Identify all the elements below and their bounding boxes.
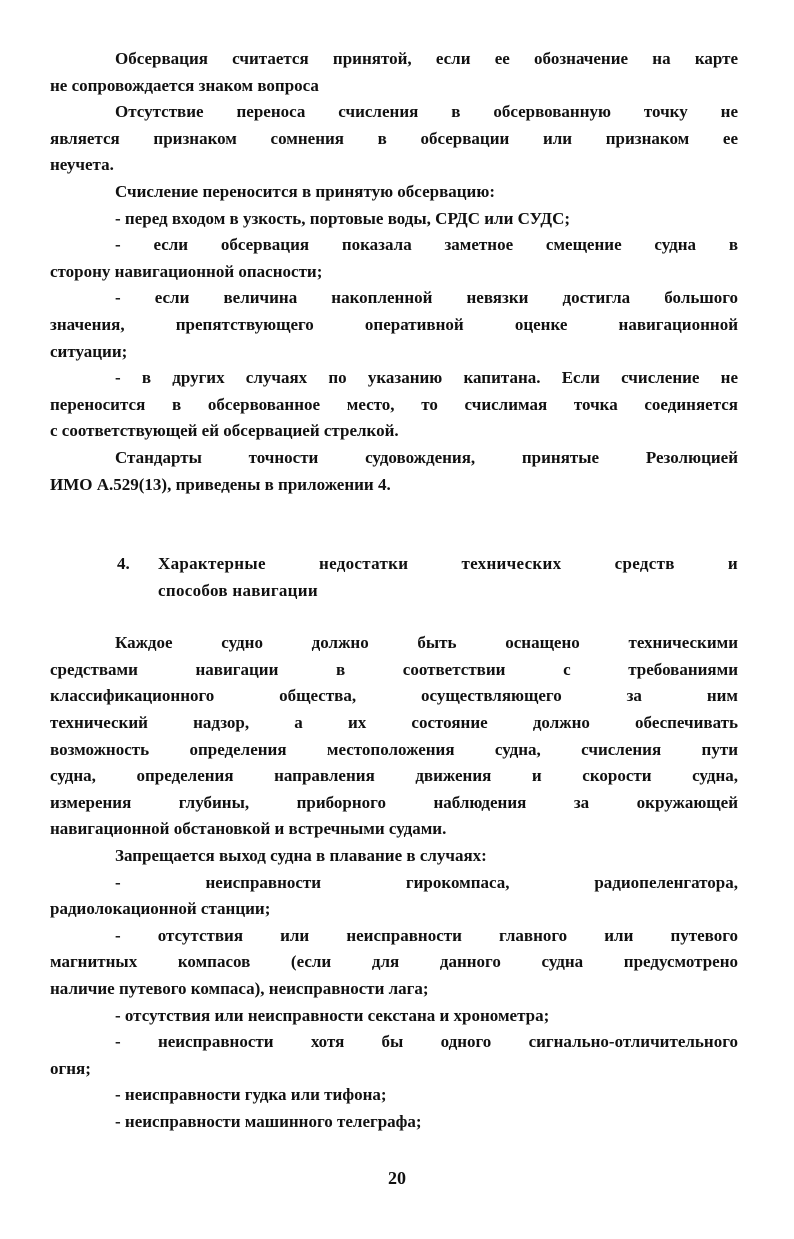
paragraph — [50, 179, 738, 206]
paragraph — [50, 46, 738, 99]
text-line: - если величина накопленной невязки достигла большого — [115, 288, 738, 308]
text-line: - в других случаях по указанию капитана. Если счисление не — [115, 368, 738, 388]
text-line: - перед входом в узкость, портовые воды, СРДС или СУДС; — [115, 208, 571, 228]
text-line: возможность определения местоположения судна, счисления пути — [50, 739, 738, 759]
text-line: технический надзор, а их состояние должно обеспечивать — [50, 713, 738, 733]
text-line: неучета. — [50, 155, 114, 175]
text-line: Обсервация считается принятой, если ее обозначение на карте — [115, 49, 738, 68]
paragraph — [50, 445, 738, 498]
text-line: - отсутствия или неисправности главного или путевого — [115, 925, 738, 945]
text-line: измерения глубины, приборного наблюдения за окружающей — [50, 792, 738, 812]
text-line: наличие путевого компаса), неисправности лага; — [50, 979, 429, 998]
text-line: Запрещается выход судна в плавание в случаях: — [115, 846, 487, 866]
paragraph — [50, 843, 738, 870]
text-line: - неисправности машинного телеграфа; — [115, 1111, 422, 1131]
text-line: с соответствующей ей обсервацией стрелкой. — [50, 421, 399, 441]
text-line: не сопровождается знаком вопроса — [50, 75, 319, 95]
paragraph — [50, 630, 738, 843]
paragraph — [50, 870, 738, 923]
heading-line: Характерные недостатки технических средств и — [158, 554, 738, 574]
text-line: сторону навигационной опасности; — [50, 261, 323, 281]
page-number: 20 — [388, 1168, 406, 1188]
paragraph — [50, 1029, 738, 1082]
paragraph — [50, 232, 738, 285]
section-after — [50, 630, 738, 1135]
text-line: Стандарты точности судовождения, принятые Резолюцией — [115, 447, 738, 467]
text-line: - если обсервация показала заметное смещение судна в — [115, 235, 738, 255]
text-line: Каждое судно должно быть оснащено техническими — [115, 633, 738, 653]
section-heading — [50, 551, 738, 604]
text-line: ситуации; — [50, 341, 128, 361]
page-body — [50, 46, 738, 1136]
text-line: - отсутствия или неисправности секстана и хронометра; — [115, 1005, 550, 1025]
text-line: значения, препятствующего оперативной оценке навигационной — [50, 314, 738, 334]
text-line: магнитных компасов (если для данного судна предусмотрено — [50, 952, 738, 972]
paragraph — [50, 1003, 738, 1030]
text-line: является признаком сомнения в обсервации или признаком ее — [50, 128, 738, 148]
text-line: навигационной обстановкой и встречными судами. — [50, 819, 447, 839]
text-line: ИМО А.529(13), приведены в приложении 4. — [50, 474, 391, 494]
text-line: Отсутствие переноса счисления в обсервованную точку не — [115, 102, 738, 122]
paragraph — [50, 206, 738, 233]
heading-line: способов навигации — [158, 580, 318, 600]
text-line: средствами навигации в соответствии с требованиями — [50, 659, 738, 679]
paragraph — [50, 923, 738, 1003]
text-line: - неисправности гирокомпаса, радиопеленгатора, — [115, 872, 738, 892]
text-line: огня; — [50, 1058, 91, 1078]
text-line: классификационного общества, осуществляющего за ним — [50, 686, 738, 706]
section-before — [50, 46, 738, 498]
paragraph — [50, 1109, 738, 1136]
text-line: судна, определения направления движения и скорости судна, — [50, 766, 738, 786]
text-line: - неисправности хотя бы одного сигнально-отличительного — [115, 1032, 738, 1052]
paragraph — [50, 99, 738, 179]
paragraph — [50, 285, 738, 365]
text-line: радиолокационной станции; — [50, 899, 271, 919]
text-line: переносится в обсервованное место, то счислимая точка соединяется — [50, 394, 738, 414]
text-line: - неисправности гудка или тифона; — [115, 1085, 387, 1105]
heading-number: 4. — [117, 554, 130, 574]
text-line: Счисление переносится в принятую обсервацию: — [115, 181, 495, 201]
paragraph — [50, 1082, 738, 1109]
paragraph — [50, 365, 738, 445]
